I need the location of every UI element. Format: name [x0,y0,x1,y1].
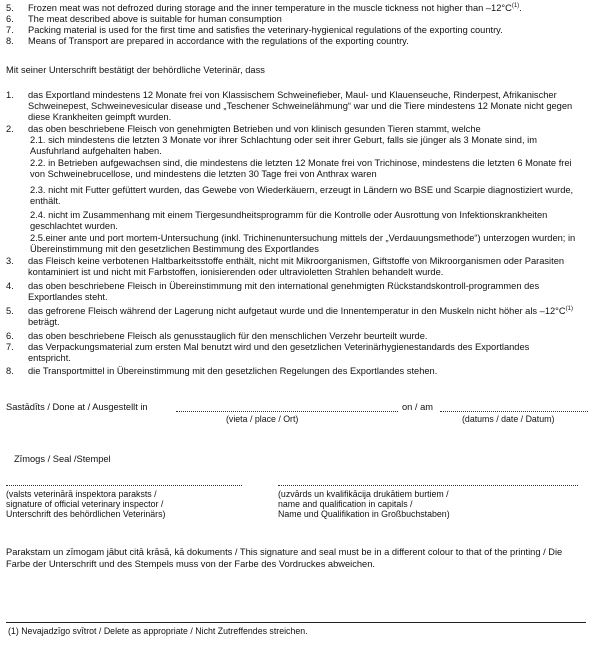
date-caption: (datums / date / Datum) [462,414,555,424]
footnote-divider [6,622,586,623]
on-label: on / am [402,402,434,412]
footnote-marker: (1) [511,3,520,9]
place-caption: (vieta / place / Ort) [226,414,299,424]
footnote: (1) Nevajadzīgo svītrot / Delete as appropriate / Nicht Zutreffendes streichen. [8,626,308,636]
german-intro: Mit seiner Unterschrift bestätigt der behördliche Veterinär, dass [6,65,265,75]
done-at-label: Sastādīts / Done at / Ausgestellt in [6,402,148,412]
place-field[interactable] [176,411,398,412]
signature-field[interactable] [6,485,242,486]
date-field[interactable] [440,411,588,412]
colour-notice: Parakstam un zīmogam jābut citā krāsā, kā dokuments / This signature and seal must be in a different colour to that of the printing / Die Farbe der Unterschrift und des Stempels muss von der Farbe des Vordruckes abweichen. [6,547,563,569]
name-qualification-caption: (uzvārds un kvalifikācija drukātiem burtiem / name and qualification in capitals / Name und Qualifikation in Großbuchstaben) [278,489,450,520]
certificate-page: 5. Frozen meat was not defrozed during storage and the inner temperature in the muscle tickness not higher than $-12^\circ C^{(1)}$. 6. The meat described above is suitable for human consumption 7. Packing material is used for the first time and satisfies the veterinary-hygienical regulations of the exporting country. 8. Means of Transport are prepared in accordance with the regulations of the exporting country. Mit seiner Unterschrift bestätigt der behördliche Veterinär, dass 1. das Exportland mindestens 12 Monate frei von Klassischem Schweinefieber, Maul- und Klauenseuche, Rinderpest, Afrikanischer Schweinepest, Schweinevesicular disease und „Teschener Schweinelähmung“ war und die Tiere mindestens 12 Monate nicht gegen diese Krankheiten geimpft wurden. 2. das oben beschriebene Fleisch von genehmigten Betrieben und von klinisch gesunden Tieren stammt, welche 2.1. sich mindestens die letzten 3 Monate vor ihrer Schlachtung oder seit ihrer Geburt, falls sie jünger als 3 Monate sind, im Ausfuhrland aufgehalten haben. 2.2. in Betrieben aufgewachsen sind, die mindestens die letzten 12 Monate frei von Trichinose, mindestens die letzten 6 Monate frei von Schweinebrucellose, und mindestens die letzten 30 Tage frei von Anthrax waren 2.3. nicht mit Futter gefüttert wurden, das Gewebe von Wiederkäuern, erzeugt in Ländern wo BSE und Scarpie diagnostiziert wurde, enthält. 2.4. nicht im Zusammenhang mit einem Tiergesundheitsprogramm für die Kontrolle oder Ausrottung von Infektionskrankheiten geschlachtet wurden. 2.5.einer ante und port mortem-Untersuchung (inkl. Trichinenuntersuchung mittels der „Verdauungsmethode“) unterzogen wurden; in Übereinstimmung mit den gesetzlichen Bestimmung des Exportlandes 3. das Fleisch keine verbotenen Haltbarkeitsstoffe enthält, nicht mit Mikroorganismen, Giftstoffe von Mikroorganismen oder Parasiten kontaminiert ist und nicht mit Farbstoffen, ionisierenden oder ultravioletten Strahlen behandelt wurde. 4. das oben beschriebene Fleisch in Übereinstimmung mit den international genehmigten Rückstandskontroll-programmen des Exportlandes steht. 5. das gefrorene Fleisch während der Lagerung nicht aufgetaut wurde und die Innentemperatur in den Muskeln nicht höher als $-12^\circ C^{(1)}$ beträgt. 6. das oben beschriebene Fleisch als genusstauglich für den menschlichen Verzehr beurteilt wurde. 7. das Verpackungsmaterial zum ersten Mal benutzt wird und den gesetzlichen Veterinärhygienestandards des Exportlandes entspricht. 8. die Transportmittel in Übereinstimmung mit den gesetzlichen Regelungen des Exportlandes stehen. Sastādīts / Done at / Ausgestellt in (vieta / place / Ort) on / am (datums / date / Datum) Zīmogs / Seal /Stempel (valsts veterinārā inspektora paraksts / signature of official veterinary inspector / Unterschrift des behördlichen Veterinärs) (uzvārds un kvalifikācija drukātiem burtiem / name and qualification in capitals / Name und Qualifikation in Großbuchstaben) Parakstam un zīmogam jābut citā krāsā, kā dokuments / This signature and seal must be in a different colour to that of the printing / Die Farbe der Unterschrift und des Stempels muss von der Farbe des Vordruckes abweichen. (1) Nevajadzīgo svītrot / Delete as appropriate / Nicht Zutreffendes streichen. [0,0,600,645]
seal-label: Zīmogs / Seal /Stempel [14,454,111,464]
name-qualification-field[interactable] [278,485,578,486]
footnote-marker: (1) [565,306,573,312]
signature-caption: (valsts veterinārā inspektora paraksts / signature of official veterinary inspector / Unterschrift des behördlichen Veterinärs) [6,489,166,520]
